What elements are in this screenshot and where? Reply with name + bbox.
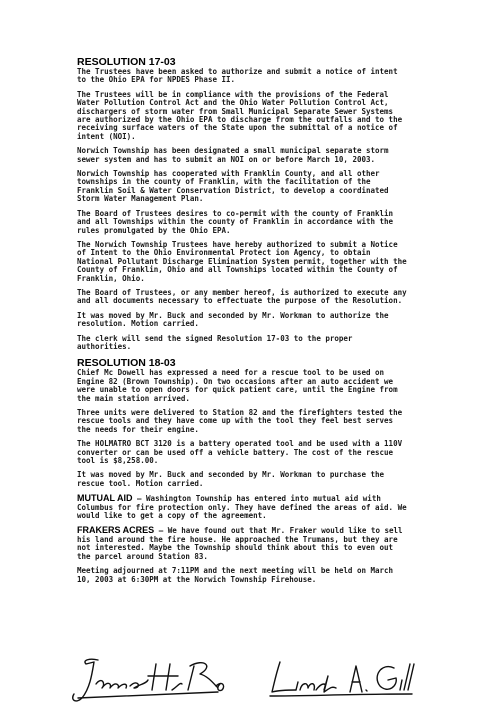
meeting-adjourned-paragraph: Meeting adjourned at 7:11PM and the next meeting will be held on March 10, 2003 at 6:30PM at the Norwich Township Firehouse. — [77, 566, 394, 584]
resolution-17-03-para-9: The clerk will send the signed Resolution 17-03 to the proper authorities. — [77, 333, 353, 351]
resolution-17-03-para-5: The Board of Trustees desires to co-permit with the county of Franklin and all Townships within the county of Franklin in accordance with the rules promulgated by the Ohio EPA. — [77, 208, 394, 235]
resolution-17-03-para-7: The Board of Trustees, or any member hereof, is authorized to execute any and all documents necessary to effectuate the purpose of the Resolution. — [77, 287, 407, 306]
resolution-18-03-heading: RESOLUTION 18-03 — [77, 357, 176, 370]
resolution-17-03-para-6: The Norwich Township Trustees have hereby authorized to submit a Notice of Intent to the Ohio Environmental Protect ion Agency, to obtain National Pollutant Discharge Elimination System permit, together with the County of Franklin, Ohio and all Townships located within the County of Franklin, Ohio. — [77, 239, 407, 283]
resolution-17-03-para-8: It was moved by Mr. Buck and seconded by Mr. Workman to authorize the resolution. Motion carried. — [77, 310, 389, 329]
signature-right — [266, 656, 416, 702]
mutual-aid-text: Washington Township has entered into mutual aid with Columbus for fire protection only. They have defined the areas of aid. We would like to get a copy of the agreement. — [77, 494, 407, 521]
mutual-aid-dash: – — [132, 494, 147, 504]
resolution-18-03-para-2: Three units were delivered to Station 82 and the firefighters tested the rescue tools and they have come up with the tool they feel best serves the needs for their engine. — [77, 408, 403, 434]
mutual-aid-paragraph — [77, 494, 409, 520]
signature-area — [60, 650, 420, 710]
frakers-acres-text: We have found out that Mr. Fraker would like to sell his land around the fire house. He approached the Trumans, but they are not interested. Maybe the Township should think about this to even out the parcel around Station 83. — [77, 526, 403, 561]
frakers-acres-dash: – — [154, 526, 168, 536]
mutual-aid-heading: MUTUAL AID — [77, 493, 133, 504]
minutes-body — [77, 54, 409, 590]
resolution-17-03-para-3: Norwich Township has been designated a small municipal separate storm sewer system and has to submit an NOI on or before March 10, 2003. — [77, 146, 389, 164]
resolution-18-03-para-1: Chief Mc Dowell has expressed a need for a rescue tool to be used on Engine 82 (Brown Township). On two occasions after an auto accident we were unable to open doors for quick patient care, until the Engine from the main station arrived. — [77, 368, 398, 403]
frakers-acres-heading: FRAKERS ACRES — [77, 525, 155, 536]
resolution-18-03-para-3: The HOLMATRO BCT 3120 is a battery operated tool and be used with a 110V converter or can be used off a vehicle battery. The cost of the rescue tool is $8,258.00. — [77, 439, 403, 466]
resolution-17-03-section — [77, 56, 409, 351]
resolution-17-03-para-2: The Trustees will be in compliance with the provisions of the Federal Water Pollution Control Act and the Ohio Water Pollution Control Act, dischargers of storm water from Small Municipal Separate Sewer Systems are authorized by the Ohio EPA to discharge from the outfalls and to the receiving surface waters of the State upon the submittal of a notice of intent (NOI). — [77, 89, 403, 141]
resolution-18-03-para-4: It was moved by Mr. Buck and seconded by Mr. Workman to purchase the rescue tool. Motion carried. — [77, 470, 385, 488]
frakers-acres-paragraph — [77, 526, 409, 561]
resolution-17-03-heading: RESOLUTION 17-03 — [77, 56, 176, 68]
resolution-17-03-para-1: The Trustees have been asked to authorize and submit a notice of intent to the Ohio EPA for NPDES Phase II. — [77, 67, 398, 85]
signature-left — [68, 654, 228, 706]
resolution-18-03-section — [77, 357, 409, 488]
resolution-17-03-para-4: Norwich Township has cooperated with Franklin County, and all other townships in the county of Franklin, with the facilitation of the Franklin Soil & Water Conservation District, to develop a coordinated Storm Water Management Plan. — [77, 169, 389, 204]
